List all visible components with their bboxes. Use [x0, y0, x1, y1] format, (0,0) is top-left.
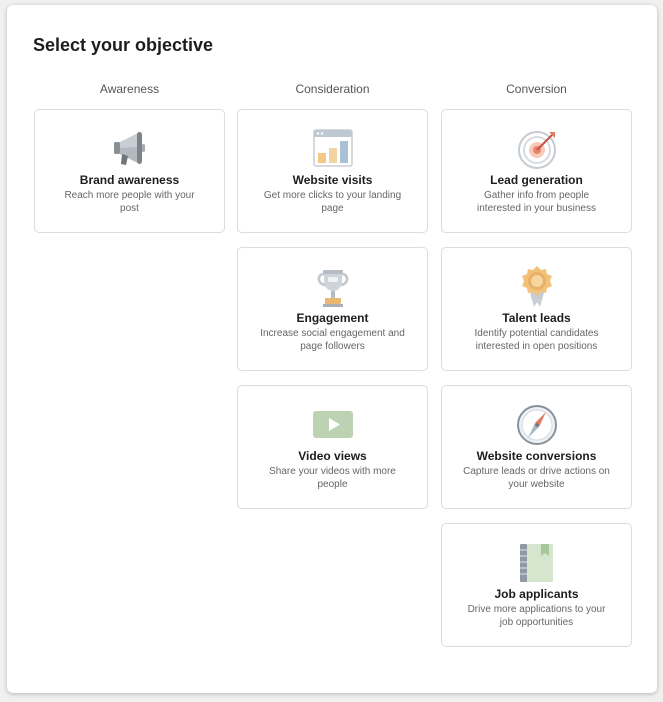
objective-description: Get more clicks to your landing page [263, 190, 402, 214]
objective-card-brand-awareness[interactable] [34, 109, 225, 233]
video-play-icon [311, 403, 355, 447]
objective-name: Job applicants [494, 587, 579, 601]
objective-card-engagement[interactable] [237, 247, 428, 371]
objective-card-talent-leads[interactable] [441, 247, 632, 371]
compass-icon [515, 403, 559, 447]
objective-name: Website visits [292, 173, 373, 187]
browser-chart-icon [311, 127, 355, 171]
rosette-icon [515, 265, 559, 309]
objective-name: Lead generation [490, 173, 583, 187]
objective-description: Gather info from people interested in your business [477, 190, 596, 214]
objective-description: Drive more applications to your job opportunities [467, 604, 606, 628]
objective-description: Increase social engagement and page followers [260, 328, 405, 352]
objective-description: Reach more people with your post [64, 190, 195, 214]
objective-card-video-views[interactable] [237, 385, 428, 509]
target-icon [515, 127, 559, 171]
megaphone-icon [108, 127, 152, 171]
column-header-awareness: Awareness [99, 82, 160, 96]
page-title: Select your objective [33, 35, 214, 55]
objective-card-job-applicants[interactable] [441, 523, 632, 647]
objective-description: Capture leads or drive actions on your website [463, 466, 610, 490]
objective-name: Brand awareness [79, 173, 180, 187]
trophy-icon [311, 265, 355, 309]
objective-description: Share your videos with more people [269, 466, 396, 490]
objective-description: Identify potential candidates interested in open positions [474, 328, 599, 352]
column-header-conversion: Conversion [506, 82, 567, 96]
objective-name: Website conversions [476, 449, 597, 463]
objective-name: Video views [298, 449, 367, 463]
objective-card-website-visits[interactable] [237, 109, 428, 233]
objective-name: Engagement [296, 311, 369, 325]
column-header-consideration: Consideration [295, 82, 370, 96]
objective-card-website-conversions[interactable] [441, 385, 632, 509]
objective-name: Talent leads [502, 311, 571, 325]
objective-card-lead-generation[interactable] [441, 109, 632, 233]
notebook-icon [515, 541, 559, 585]
